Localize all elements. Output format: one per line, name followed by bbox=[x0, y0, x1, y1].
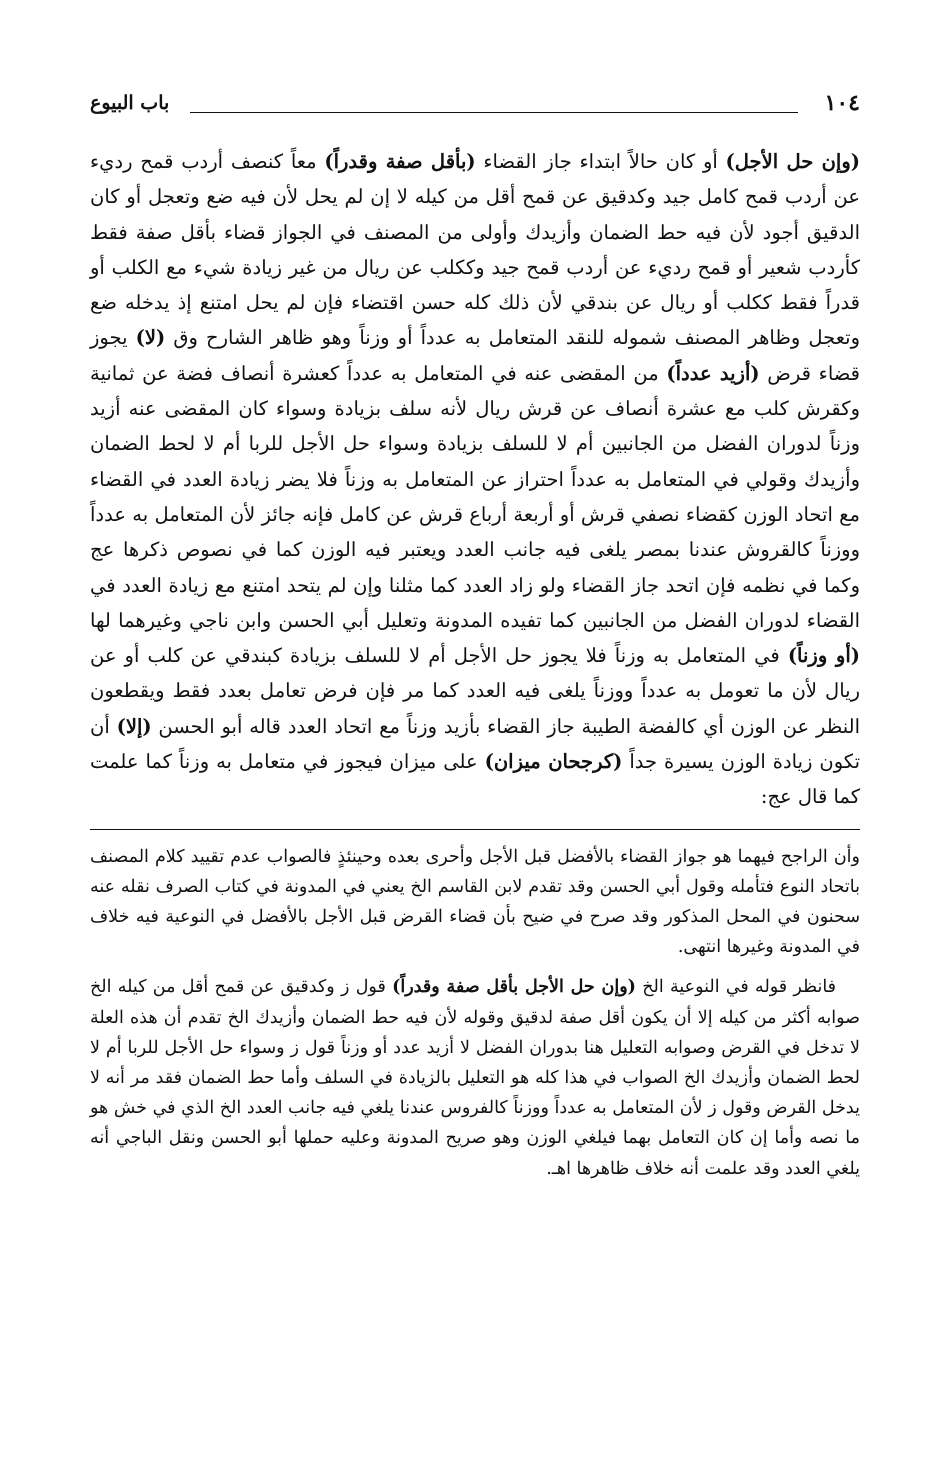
main-segment: على ميزان فيجوز في متعامل به وزناً كما علمت كما قال عج: bbox=[90, 750, 860, 809]
main-segment: يجوز قضاء قرض bbox=[90, 326, 860, 385]
footnote-paragraph bbox=[90, 972, 860, 1183]
running-header bbox=[90, 88, 860, 124]
main-segment: (لا) bbox=[135, 326, 166, 350]
main-segment: أن تكون زيادة الوزن يسيرة جداً bbox=[90, 714, 860, 774]
main-segment: (أو وزناً) bbox=[787, 644, 860, 668]
footnotes bbox=[90, 842, 860, 1184]
footnote-paragraph: وأن الراجح فيهما هو جواز القضاء بالأفضل قبل الأجل وأحرى بعده وحينئذٍ فالصواب عدم تقييد كلام المصنف باتحاد النوع فتأمله وقول أبي الحسن وقد تقدم لابن القاسم الخ يعني في المدونة في كتاب الصرف نقله عنه سحنون في المحل المذكور وقد صرح في ضيح بأن قضاء القرض قبل الأجل بالأفضل في النوعية فيه خلاف في المدونة وغيرها انتهى. bbox=[90, 846, 860, 958]
main-segment: (إلا) bbox=[116, 714, 152, 738]
footnote-segment: قول ز وكدقيق عن قمح أقل من كيله الخ صوابه أكثر من كيله إلا أن يكون أقل صفة لدقيق وقوله لأن فيه حط الضمان وأزيدك الخ تقدم أن هذه العلة لا تدخل في القرض وصوابه التعليل هنا بدوران الفضل لا أزيد عدد أو وزناً قول ز وسواء حل الأجل للربا أم لا لحط الضمان وأزيدك الخ الصواب في هذا كله هو التعليل بالزيادة في السلف وأما حط الضمان فقد مر أنه لا يدخل القرض وقول ز لأن المتعامل به عدداً ووزناً كالفروس عندنا يلغي فيه جانب العدد الخ الذي في خش هو ما نصه وأما إن كان التعامل بهما فيلغي الوزن وهو صريح المدونة وعليه حملها أبو الحسن ونقل الباجي أنه يلغي العدد وقد علمت أنه خلاف ظاهرها اهـ. bbox=[90, 977, 860, 1179]
main-segment: (بأقل صفة وقدراً) bbox=[324, 150, 476, 173]
main-segment: من المقضى عنه في المتعامل به عدداً كعشرة أنصاف فضة عن ثمانية وكقرش كلب مع عشرة أنصاف عن قرش ريال لأنه سلف بزيادة وسواء كان المقضى عنه أزيد وزناً لدوران الفضل من الجانبين أم لا للسلف بزيادة وسواء حل الأجل للربا أم لا لحط الضمان وأزيدك وقولي في المتعامل به عدداً احتراز عن المتعامل به وزناً فلا يضر زيادة العدد في القضاء مع اتحاد الوزن كقضاء نصفي قرش أو أربعة أرباع قرش عن كامل فإنه جائز لأن المتعامل به عدداً ووزناً كالقروش عندنا بمصر يلغى فيه جانب العدد ويعتبر فيه الوزن كما في نصوص ذكرها عج وكما في نظمه فإن اتحد جاز القضاء ولو زاد العدد كما مثلنا وإن لم يتحد امتنع مع زيادة العدد في القضاء لدوران الفضل من الجانبين كما تفيده المدونة وتعليل أبي الحسن وابن ناجي وغيرهما لها bbox=[90, 361, 860, 632]
footnote-segment: (وإن حل الأجل بأقل صفة وقدراً) bbox=[392, 977, 636, 998]
footnote-separator bbox=[90, 829, 860, 830]
main-segment: أو كان حالاً ابتداء جاز القضاء bbox=[475, 150, 726, 173]
chapter-title: باب البيوع bbox=[90, 92, 170, 114]
book-page bbox=[90, 88, 860, 1448]
footnote-segment: فانظر قوله في النوعية الخ bbox=[635, 977, 837, 998]
main-segment: في المتعامل به وزناً فلا يجوز حل الأجل أم لا للسلف بزيادة كبندقي عن كلب أو عن ريال لأن ما تعومل به عدداً ووزناً يلغى فيه العدد كما مر فإن فرض تعامل بعدد فقط ويقطعون النظر عن الوزن أي كالفضة الطيبة جاز القضاء بأزيد وزناً مع اتحاد العدد قاله أبو الحسن bbox=[90, 644, 861, 738]
main-text bbox=[90, 144, 860, 815]
page-number: ١٠٤ bbox=[824, 90, 860, 116]
header-rule bbox=[190, 112, 798, 113]
main-paragraph bbox=[90, 144, 860, 815]
main-segment: (وإن حل الأجل) bbox=[725, 150, 860, 173]
main-segment: (أزيد عدداً) bbox=[666, 361, 760, 385]
main-segment: (كرجحان ميزان) bbox=[484, 750, 623, 774]
main-segment: معاً كنصف أردب قمح رديء عن أردب قمح كامل جيد وكدقيق عن قمح أقل من كيله لا إن لم يحل لأن فيه ضع وتعجل أو كان الدقيق أجود لأن فيه حط الضمان وأزيدك وأولى من المصنف في الجواز قضاء بأقل صفة فقط كأردب شعير أو قمح رديء عن أردب قمح جيد وككلب عن ريال من غير زيادة شيء مع الكلب أو قدراً فقط ككلب أو ريال عن بندقي لأن ذلك كله حسن اقتضاء فإن لم يحل امتنع إذ يدخله ضع وتعجل وظاهر المصنف شموله للنقد المتعامل به عدداً أو وزناً وهو ظاهر الشارح وق bbox=[90, 150, 860, 350]
